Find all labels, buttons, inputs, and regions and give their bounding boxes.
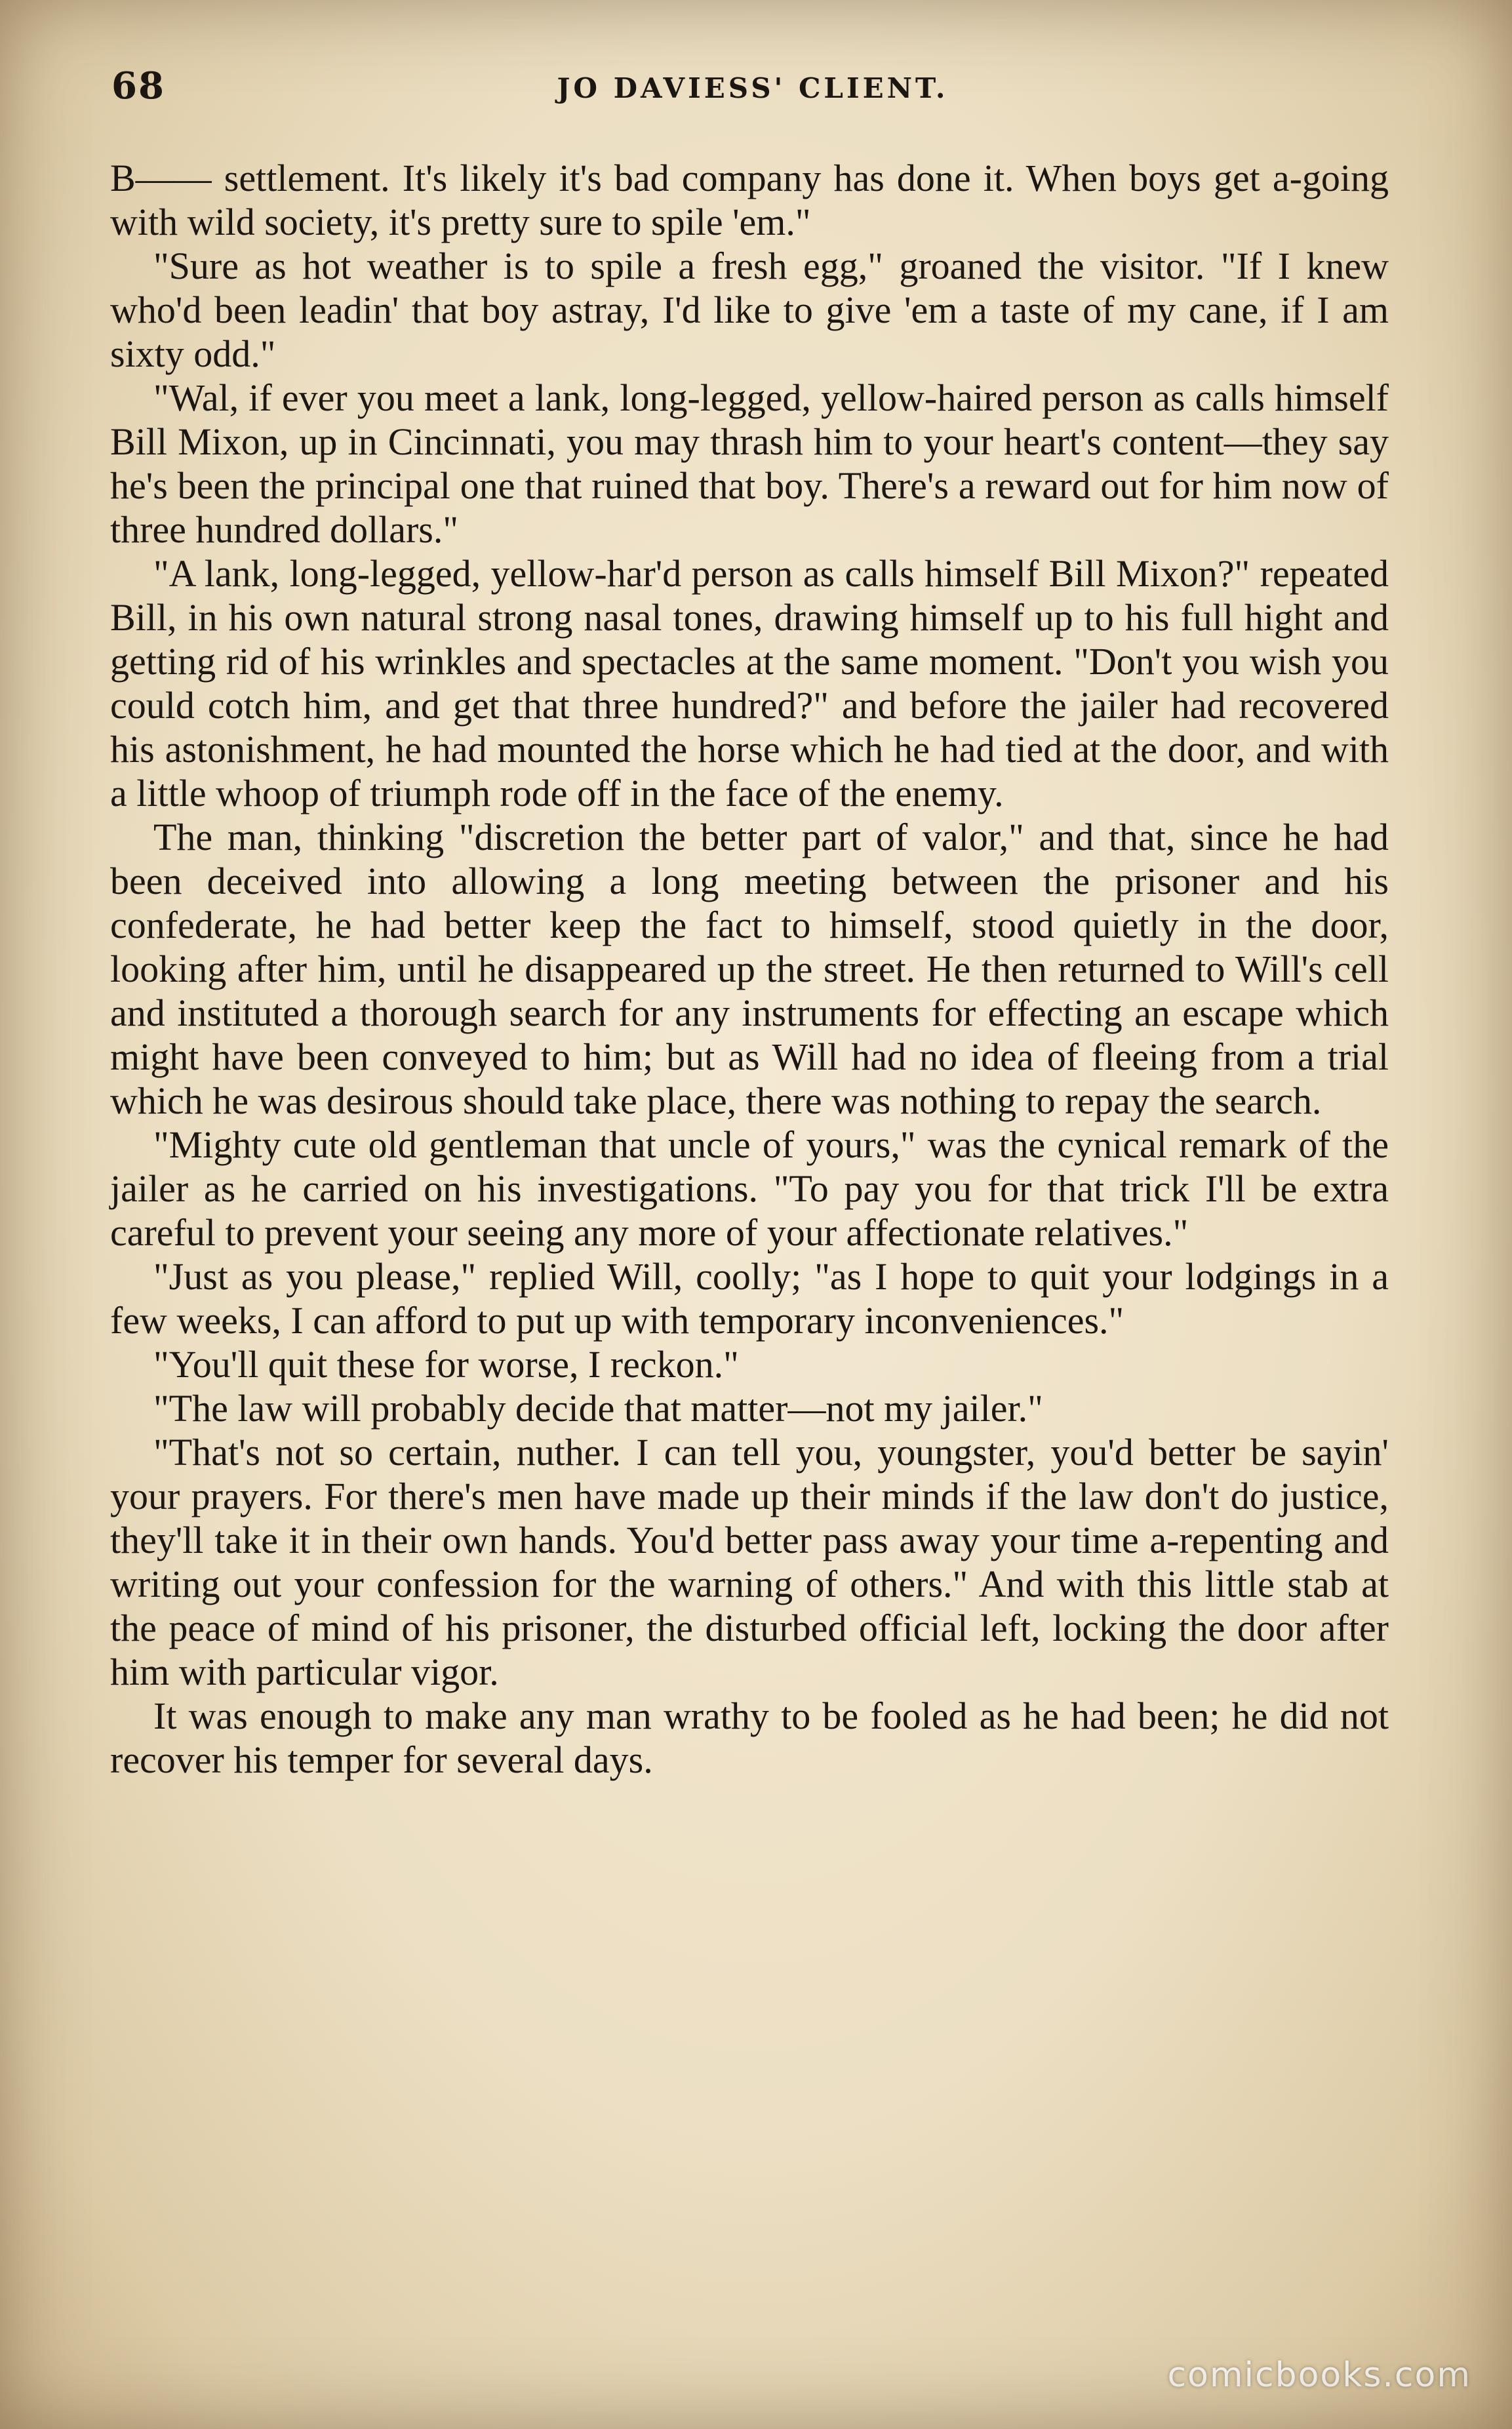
paragraph: "Sure as hot weather is to spile a fresh egg," groaned the visitor. "If I knew who'd been leadin' that boy astray, I'd like to give 'em a taste of my cane, if I am sixty odd." <box>110 245 1389 375</box>
paragraph: "Just as you please," replied Will, coolly; "as I hope to quit your lodgings in a few weeks, I can afford to put up with temporary inconveniences." <box>110 1255 1389 1342</box>
page-number: 68 <box>111 64 165 108</box>
paragraph: "A lank, long-legged, yellow-har'd person as calls himself Bill Mixon?" repeated Bill, in his own natural strong nasal tones, drawing himself up to his full hight and getting rid of his wrinkles and spectacles at the same moment. "Don't you wish you could cotch him, and get that three hundred?" and before the jailer had recovered his astonishment, he had mounted the horse which he had tied at the door, and with a little whoop of triumph rode off in the face of the enemy. <box>110 552 1389 814</box>
paragraph: It was enough to make any man wrathy to be fooled as he had been; he did not recover his temper for several days. <box>110 1695 1389 1781</box>
watermark: comicbooks.com <box>1167 2356 1471 2395</box>
paragraph: "You'll quit these for worse, I reckon." <box>153 1343 739 1386</box>
paragraph: "Mighty cute old gentleman that uncle of yours," was the cynical remark of the jailer as he carried on his investigations. "To pay you for that trick I'll be extra careful to prevent your seeing any more of your affectionate relatives." <box>110 1123 1389 1254</box>
paragraph: "That's not so certain, nuther. I can tell you, youngster, you'd better be sayin' your prayers. For there's men have made up their minds if the law don't do justice, they'll take it in their own hands. You'd better pass away your time a-repenting and writing out your confession for the warning of others." And with this little stab at the peace of mind of his prisoner, the disturbed official left, locking the door after him with particular vigor. <box>110 1431 1389 1693</box>
paragraph: B—— settlement. It's likely it's bad company has done it. When boys get a-going with wild society, it's pretty sure to spile 'em." <box>110 157 1389 243</box>
paragraph: "Wal, if ever you meet a lank, long-legged, yellow-haired person as calls himself Bill Mixon, up in Cincinnati, you may thrash him to your heart's content—they say he's been the principal one that ruined that boy. There's a reward out for him now of three hundred dollars." <box>110 376 1389 551</box>
paragraph: The man, thinking "discretion the better part of valor," and that, since he had been deceived into allowing a long meeting between the prisoner and his confederate, he had better keep the fact to himself, stood quietly in the door, looking after him, until he disappeared up the street. He then returned to Will's cell and instituted a thorough search for any instruments for effecting an escape which might have been conveyed to him; but as Will had no idea of fleeing from a trial which he was desirous should take place, there was nothing to repay the search. <box>110 816 1389 1122</box>
paragraph: "The law will probably decide that matter—not my jailer." <box>153 1387 1043 1430</box>
body-text <box>110 156 1389 1782</box>
page-header <box>111 64 1394 117</box>
running-head: JO DAVIESS' CLIENT. <box>557 72 949 104</box>
